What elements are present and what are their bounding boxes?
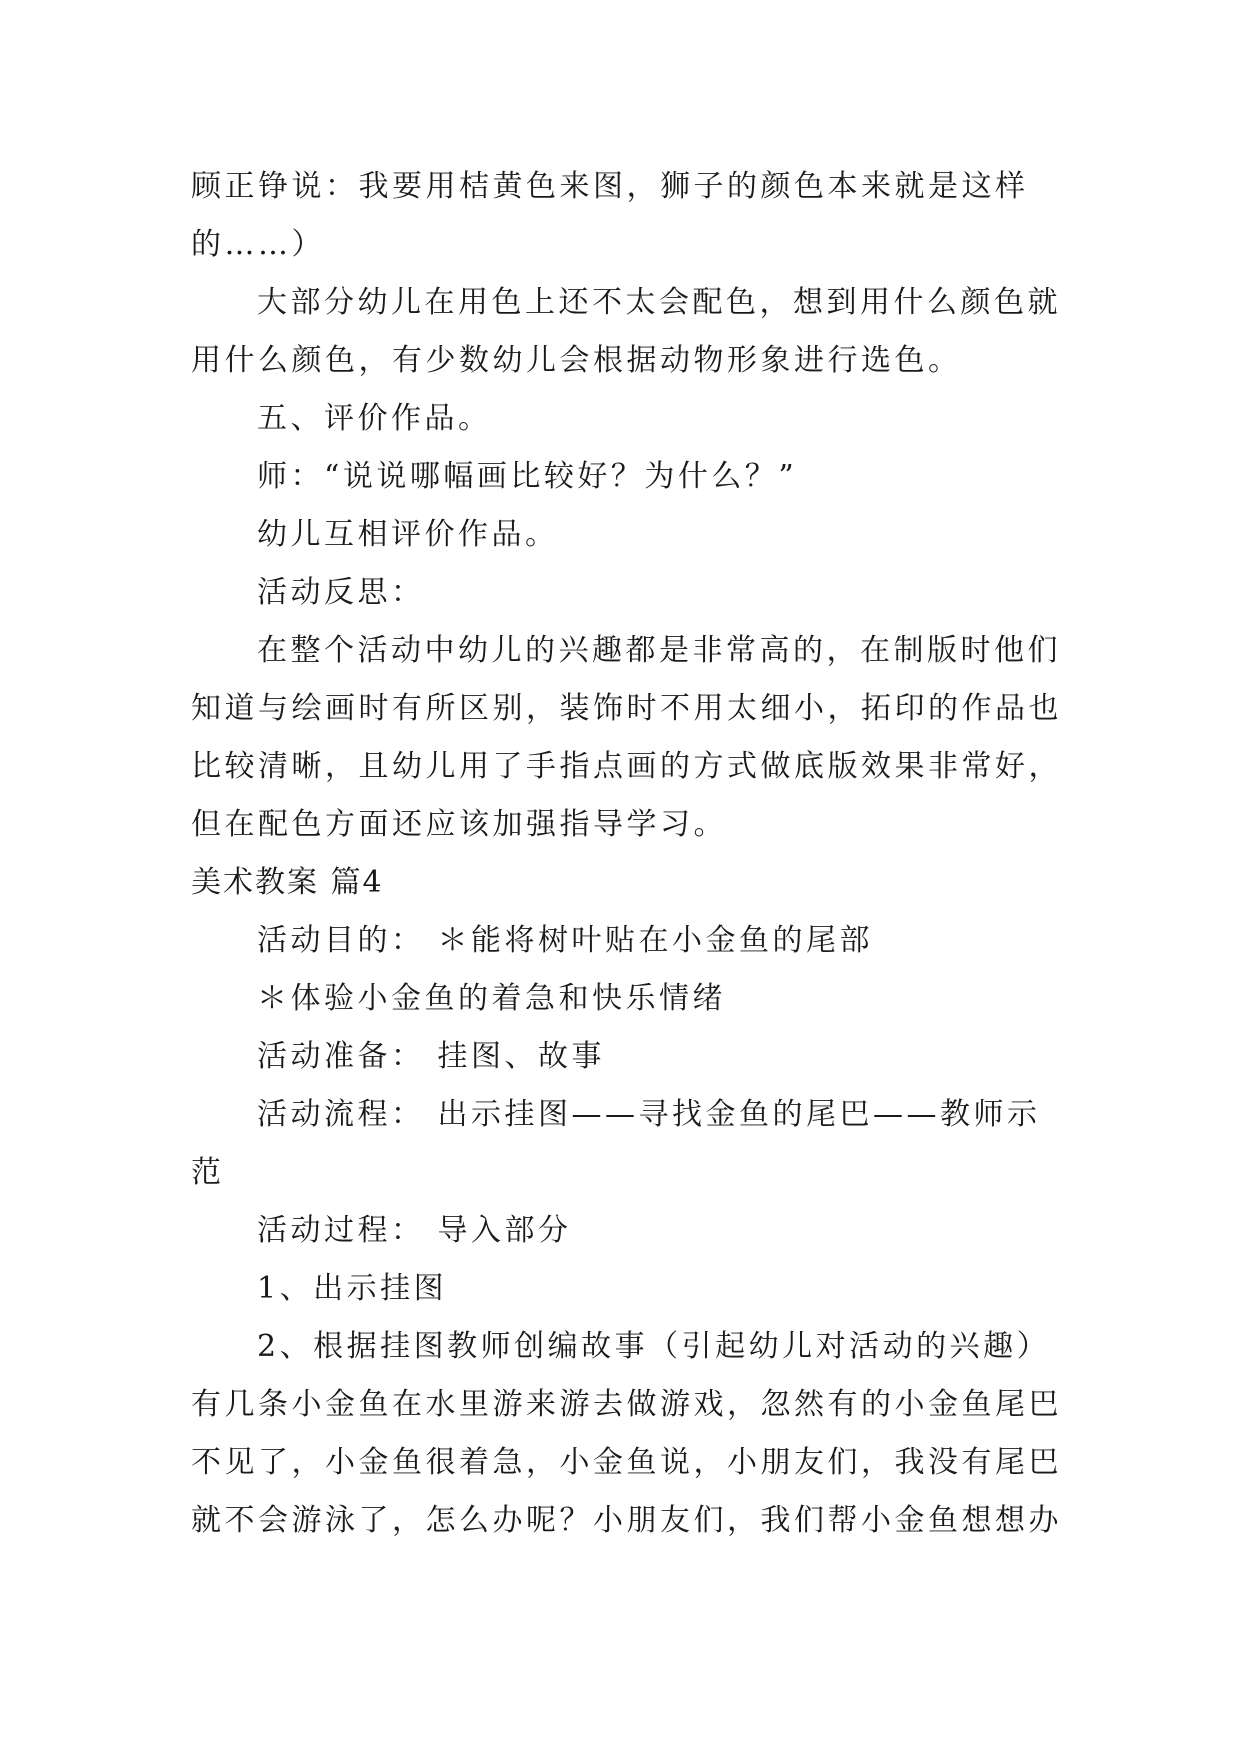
text-line: 用什么颜色，有少数幼儿会根据动物形象进行选色。 xyxy=(191,343,962,378)
text-line: 比较清晰，且幼儿用了手指点画的方式做底版效果非常好， xyxy=(191,749,1062,784)
text-line: 有几条小金鱼在水里游来游去做游戏，忽然有的小金鱼尾巴 xyxy=(191,1387,1062,1422)
text-line: 师：“说说哪幅画比较好？为什么？” xyxy=(257,459,798,494)
text-line: 大部分幼儿在用色上还不太会配色，想到用什么颜色就 xyxy=(257,285,1061,320)
text-line: 就不会游泳了，怎么办呢？小朋友们，我们帮小金鱼想想办 xyxy=(191,1503,1062,1538)
chapter-title: 美术教案 篇4 xyxy=(191,865,384,900)
text-line: 知道与绘画时有所区别，装饰时不用太细小，拓印的作品也 xyxy=(191,691,1062,726)
text-line: 1、出示挂图 xyxy=(257,1271,448,1306)
text-line: 在整个活动中幼儿的兴趣都是非常高的，在制版时他们 xyxy=(257,633,1061,668)
text-line: 顾正铮说：我要用桔黄色来图，狮子的颜色本来就是这样 xyxy=(191,169,1029,204)
text-line: 2、根据挂图教师创编故事（引起幼儿对活动的兴趣） xyxy=(257,1329,1051,1364)
text-line: 活动准备： 挂图、故事 xyxy=(257,1039,606,1074)
text-line: 范 xyxy=(191,1155,225,1190)
text-line: 活动流程： 出示挂图——寻找金鱼的尾巴——教师示 xyxy=(257,1097,1041,1132)
text-line: 活动目的： ＊能将树叶贴在小金鱼的尾部 xyxy=(257,923,874,958)
text-line: 但在配色方面还应该加强指导学习。 xyxy=(191,807,727,842)
section-heading: 活动反思： xyxy=(257,575,425,610)
text-line: ＊体验小金鱼的着急和快乐情绪 xyxy=(257,981,726,1016)
document-body xyxy=(191,158,1071,1550)
text-line: 的……） xyxy=(191,227,325,262)
text-line: 活动过程： 导入部分 xyxy=(257,1213,572,1248)
text-line: 幼儿互相评价作品。 xyxy=(257,517,559,552)
text-line: 不见了，小金鱼很着急，小金鱼说，小朋友们，我没有尾巴 xyxy=(191,1445,1062,1480)
section-heading: 五、评价作品。 xyxy=(257,401,492,436)
